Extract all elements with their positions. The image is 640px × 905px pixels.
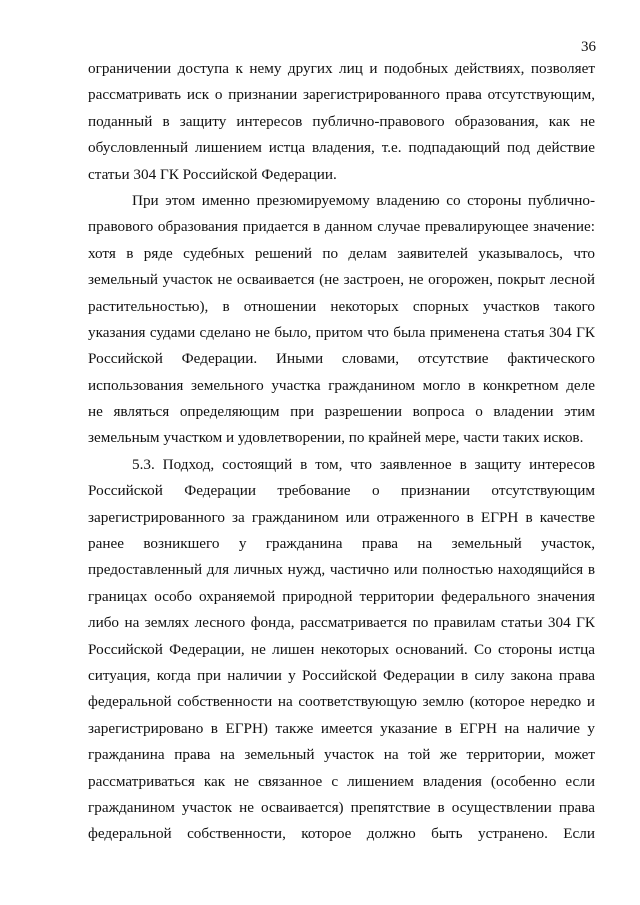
text-line: указания судами сделано не было, притом что была применена статья 304 ГК — [88, 323, 595, 341]
text-line: статьи 304 ГК Российской Федерации. — [88, 165, 337, 183]
text-line: поданный в защиту интересов публично-правового образования, как не — [88, 112, 595, 130]
text-line: ситуация, когда при наличии у Российской Федерации в силу закона права — [88, 666, 595, 684]
text-line: обусловленный лишением истца владения, т.е. подпадающий под действие — [88, 139, 595, 157]
text-line: границах особо охраняемой природной территории федерального значения — [88, 587, 595, 605]
text-line: либо на землях лесного фонда, рассматривается по правилам статьи 304 ГК — [88, 614, 595, 632]
text-line: гражданина права на земельный участок на той же территории, может — [88, 746, 595, 764]
text-line: земельный участок не осваивается (не застроен, не огорожен, покрыт лесной — [88, 271, 595, 289]
text-line: федеральной собственности, которое должно быть устранено. Если — [88, 825, 595, 843]
text-line: не являться определяющим при разрешении вопроса о владении этим — [88, 403, 595, 421]
text-line: предоставленный для личных нужд, частично или полностью находящийся в — [88, 561, 595, 579]
text-line: ограничении доступа к нему других лиц и подобных действиях, позволяет — [88, 60, 595, 77]
text-line: использования земельного участка гражданином могло в конкретном деле — [88, 376, 595, 394]
text-line: рассматривать иск о признании зарегистрированного права отсутствующим, — [88, 86, 595, 104]
text-line: Российской Федерации, не лишен некоторых оснований. Со стороны истца — [88, 640, 595, 658]
text-line: земельным участком и удовлетворении, по крайней мере, части таких исков. — [88, 429, 584, 447]
text-line: Российской Федерации требование о признании отсутствующим — [88, 482, 595, 500]
text-line: При этом именно презюмируемому владению со стороны публично- — [132, 191, 595, 209]
text-line: 5.3. Подход, состоящий в том, что заявленное в защиту интересов — [132, 455, 595, 473]
text-line: гражданином участок не осваивается) препятствие в осуществлении права — [88, 798, 595, 816]
text-line: зарегистрировано в ЕГРН) также имеется указание в ЕГРН на наличие у — [88, 719, 595, 737]
text-line: зарегистрированного за гражданином или отраженного в ЕГРН в качестве — [88, 508, 595, 526]
text-line: рассматриваться как не связанное с лишением владения (особенно если — [88, 772, 595, 790]
text-line: правового образования придается в данном случае превалирующее значение: — [88, 218, 595, 236]
page-number: 36 — [581, 39, 596, 55]
text-line: Российской Федерации. Иными словами, отсутствие фактического — [88, 350, 595, 368]
text-line: растительностью), в отношении некоторых спорных участков такого — [88, 297, 595, 315]
body-text — [88, 56, 595, 848]
text-line: хотя в ряде судебных решений по делам заявителей указывалось, что — [88, 244, 595, 262]
text-line: ранее возникшего у гражданина права на земельный участок, — [88, 535, 595, 553]
text-line: федеральной собственности на соответствующую землю (которое нередко и — [88, 693, 595, 711]
